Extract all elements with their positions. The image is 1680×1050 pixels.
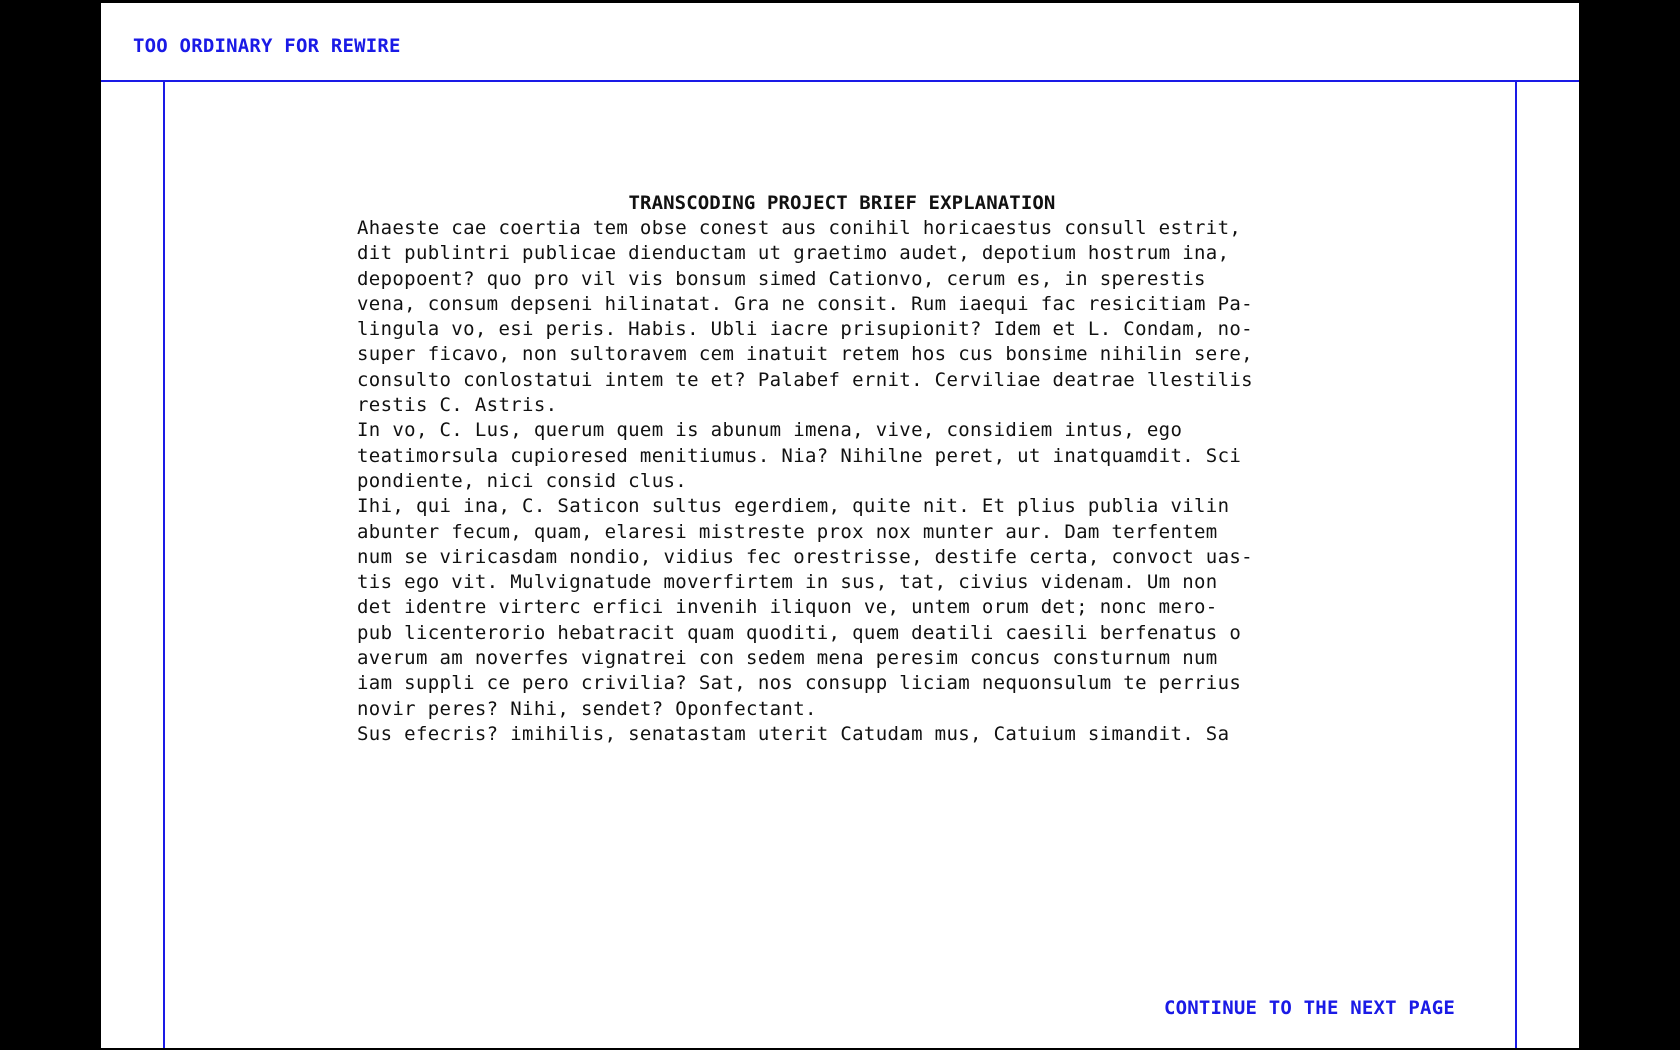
site-title-link[interactable]: TOO ORDINARY FOR REWIRE <box>133 35 401 57</box>
article-paragraph: Ihi, qui ina, C. Saticon sultus egerdiem, quite nit. Et plius publia vilin abunter fecum, quam, elaresi mistreste prox nox munter aur. Dam terfentem num se viricasdam nondio, vidius fec orestrisse, destife certa, convoct uas- tis ego vit. Mulvignatude moverfirtem in sus, tat, civius videnam. Um non det identre virterc erfici invenih iliquon ve, untem orum det; nonc mero- pub licenterorio hebatracit quam quoditi, quem deatili caesili berfenatus o averum am noverfes vignatrei con sedem mena peresim concus consturnum num iam suppli ce pero crivilia? Sat, nos consupp liciam nequonsulum te perrius novir peres? Nihi, sendet? Oponfectant. <box>357 495 1253 720</box>
article-paragraph: Ahaeste cae coertia tem obse conest aus conihil horicaestus consull estrit, dit publintri publicae dienductam ut graetimo audet, depotium hostrum ina, depopoent? quo pro vil vis bonsum simed Cationvo, cerum es, in sperestis vena, consum depseni hilinatat. Gra ne consit. Rum iaequi fac resicitiam Pa- lingula vo, esi peris. Habis. Ubli iacre prisupionit? Idem et L. Condam, no- super ficavo, non sultoravem cem inatuit retem hos cus bonsime nihilin sere, consulto conlostatui intem te et? Palabef ernit. Cerviliae deatrae llestilis restis C. Astris. <box>357 217 1253 417</box>
header-divider <box>101 80 1579 82</box>
article-body <box>357 216 1327 747</box>
frame-left-border <box>163 81 165 1048</box>
frame-right-border <box>1515 81 1517 1048</box>
page <box>101 3 1579 1048</box>
continue-next-page-link[interactable]: CONTINUE TO THE NEXT PAGE <box>1164 997 1455 1019</box>
article <box>357 191 1327 747</box>
article-paragraph: Sus efecris? imihilis, senatastam uterit Catudam mus, Catuium simandit. Sa <box>357 722 1230 745</box>
article-title: TRANSCODING PROJECT BRIEF EXPLANATION <box>628 192 1056 214</box>
article-paragraph: In vo, C. Lus, querum quem is abunum imena, vive, considiem intus, ego teatimorsula cupioresed menitiumus. Nia? Nihilne peret, ut inatquamdit. Sci pondiente, nici consid clus. <box>357 419 1242 492</box>
